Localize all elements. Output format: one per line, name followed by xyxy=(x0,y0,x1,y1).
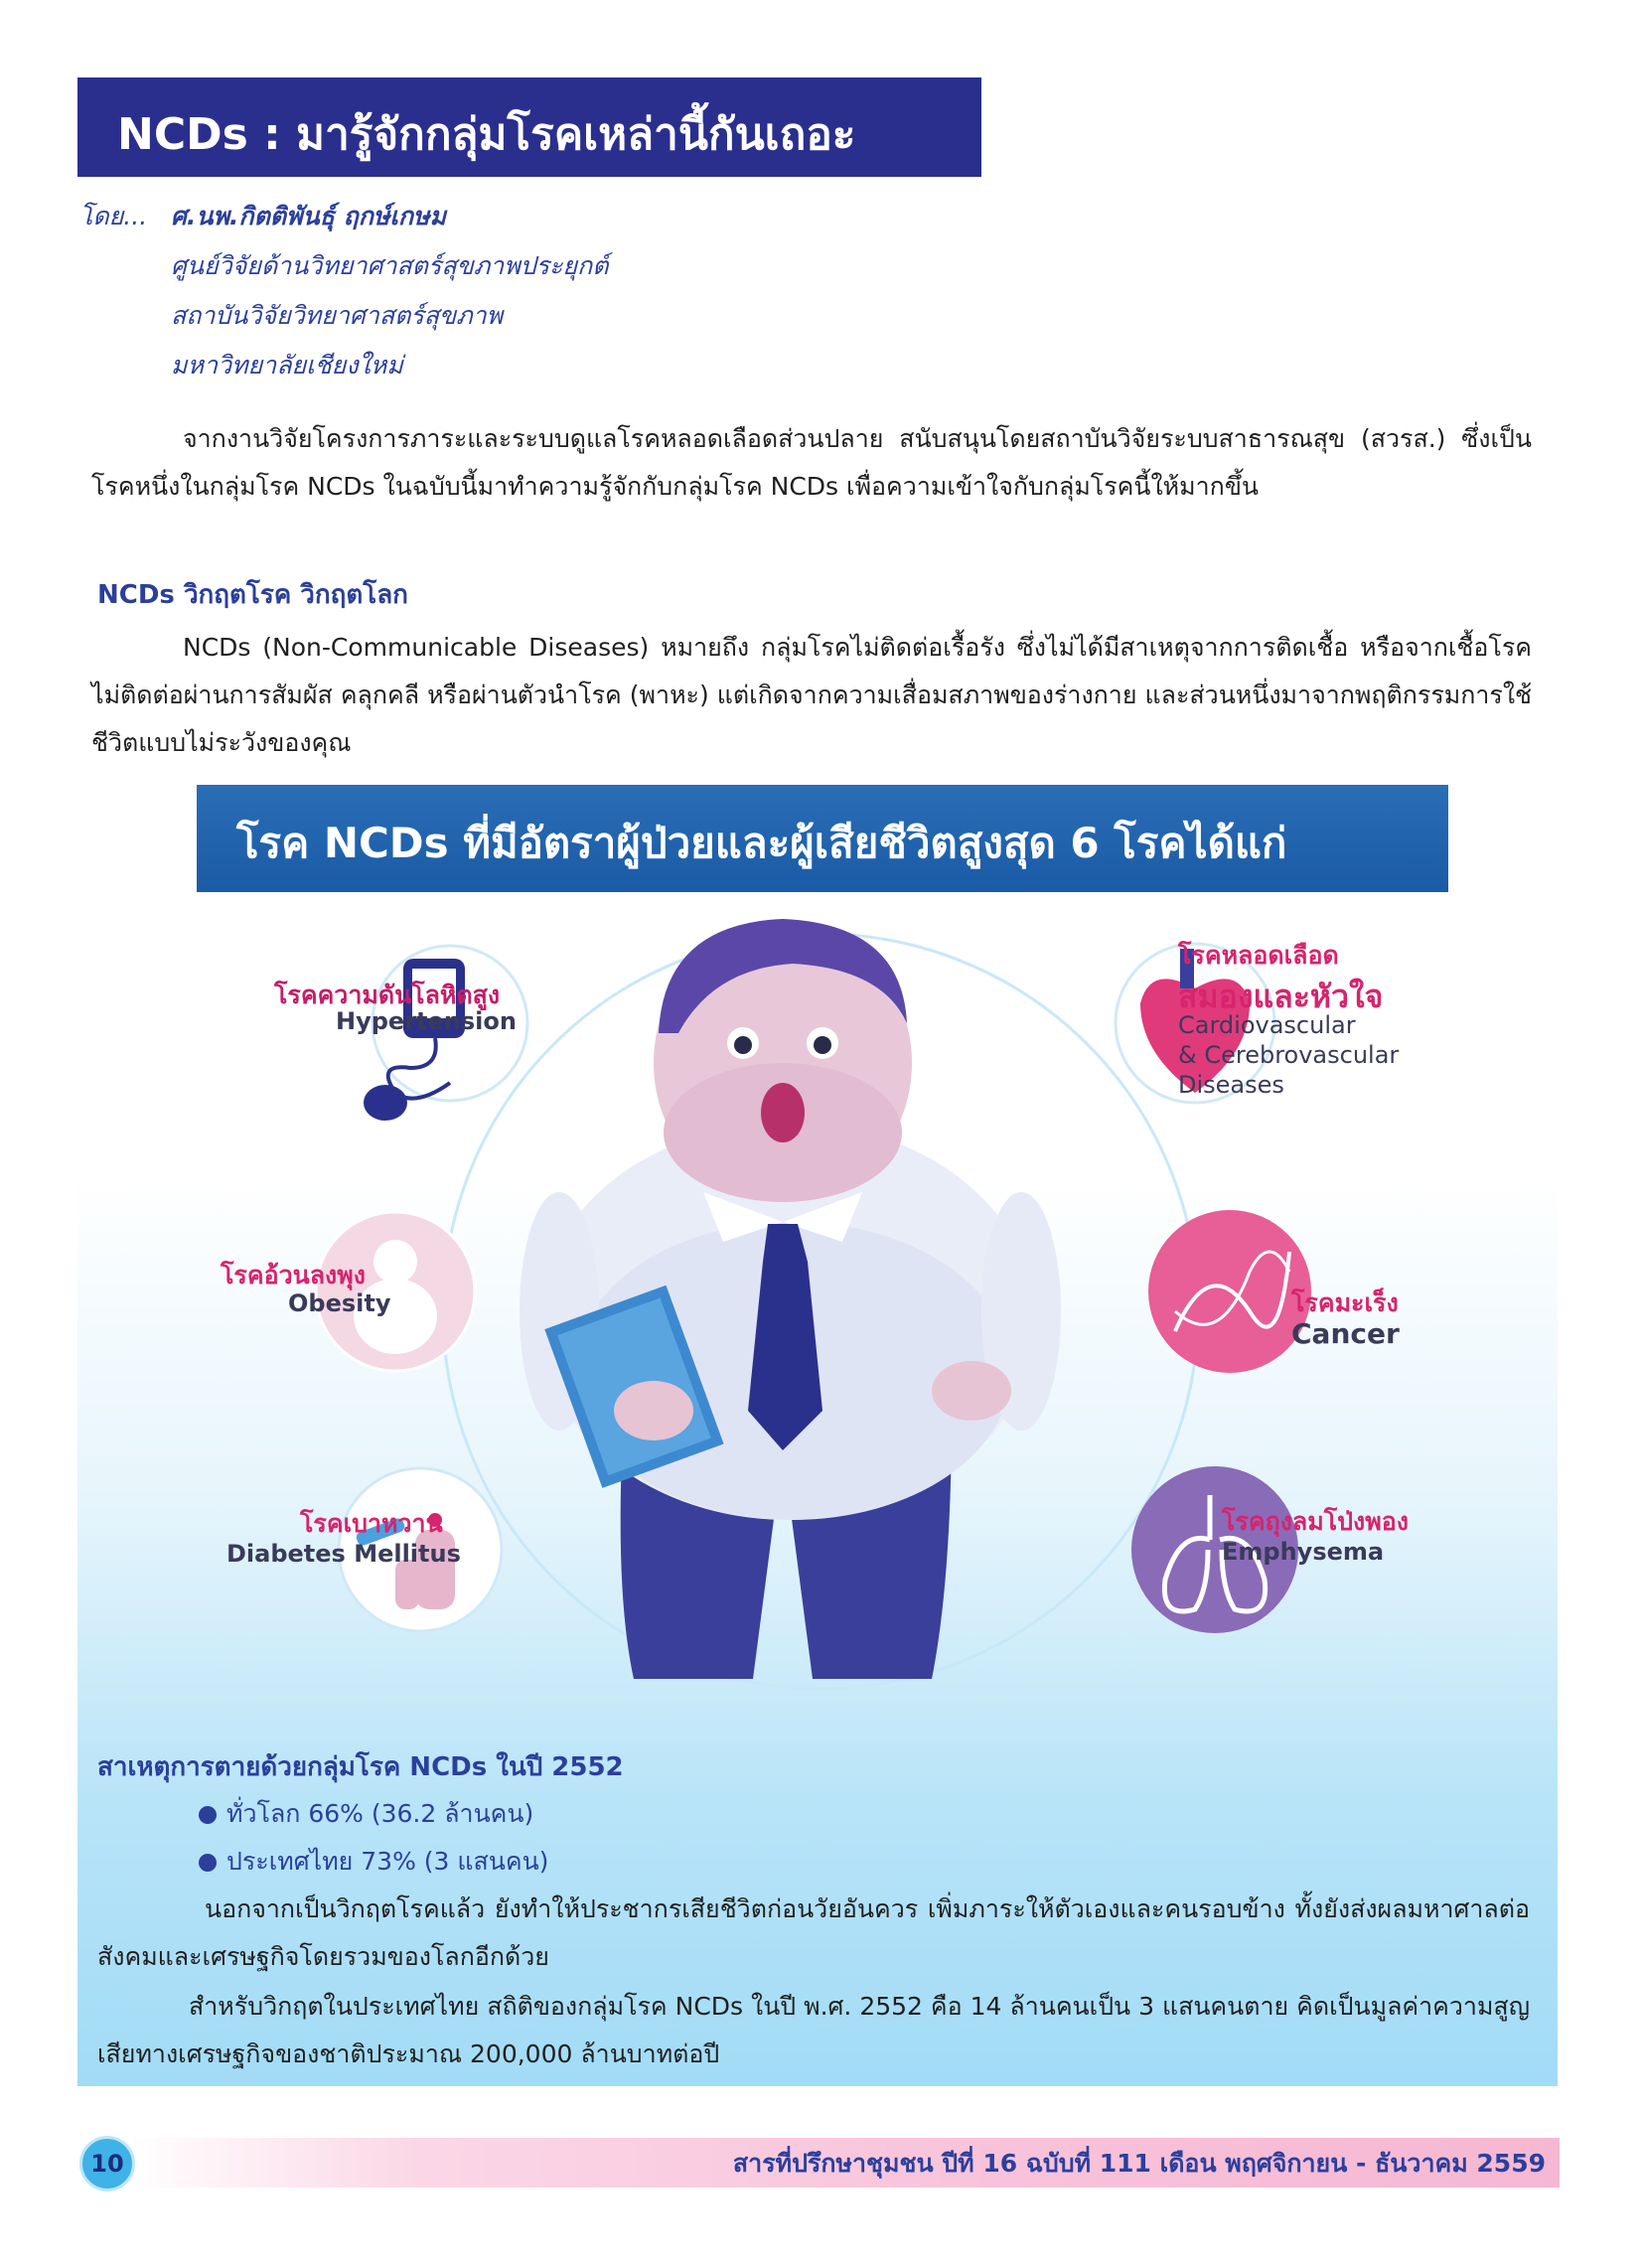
thailand-paragraph xyxy=(97,1983,1530,2078)
bullet-dot-icon xyxy=(199,1854,217,1872)
cause-heading: สาเหตุการตายด้วยกลุ่มโรค NCDs ในปี 2552 xyxy=(97,1752,624,1782)
bullet-dot-icon xyxy=(199,1806,217,1824)
diabetes-label-en: Diabetes Mellitus xyxy=(226,1540,461,1568)
infographic-banner xyxy=(197,785,1448,892)
article-title: NCDs : มารู้จักกลุ่มโรคเหล่านี้กันเถอะ xyxy=(117,109,856,160)
page-number: 10 xyxy=(79,2136,135,2192)
obesity-label-en: Obesity xyxy=(288,1289,391,1317)
cancer-label-en: Cancer xyxy=(1291,1317,1400,1350)
section-paragraph xyxy=(91,624,1532,767)
intro-paragraph xyxy=(91,415,1532,511)
bullet-item: ประเทศไทย 73% (3 แสนคน) xyxy=(199,1842,548,1882)
cancer-label-th: โรคมะเร็ง xyxy=(1291,1288,1399,1317)
emphysema-label-th: โรคถุงลมโป่งพอง xyxy=(1222,1507,1409,1536)
author-name: ศ.นพ.กิตติพันธุ์ ฤกษ์เกษม xyxy=(171,202,446,230)
cardiovascular-label-en3: Diseases xyxy=(1178,1071,1284,1099)
obese-man-figure xyxy=(520,919,1061,1679)
intro-text: จากงานวิจัยโครงการภาระและระบบดูแลโรคหลอดเลือดส่วนปลาย สนับสนุนโดยสถาบันวิจัยระบบสาธารณสุข (สวรส.) ซึ่งเป็นโรคหนึ่งในกลุ่มโรค NCDs ในฉบับนี้มาทำความรู้จักกับกลุ่มโรค NCDs เพื่อความเข้าใจกับกลุ่มโรคนี้ให้มากขึ้น xyxy=(91,424,1532,501)
cardiovascular-label-en1: Cardiovascular xyxy=(1178,1011,1356,1039)
publication-info: สารที่ปรึกษาชุมชน ปีที่ 16 ฉบับที่ 111 เดือน พฤศจิกายน - ธันวาคม 2559 xyxy=(732,2149,1546,2178)
article-title-box xyxy=(77,77,981,177)
impact-paragraph xyxy=(97,1886,1530,1981)
cardiovascular-label-th2: สมองและหัวใจ xyxy=(1178,978,1384,1015)
emphysema-label-en: Emphysema xyxy=(1222,1538,1385,1566)
section-text: NCDs (Non-Communicable Diseases) หมายถึง กลุ่มโรคไม่ติดต่อเรื้อรัง ซึ่งไม่ได้มีสาเหตุจากการติดเชื้อ หรือจากเชื้อโรค ไม่ติดต่อผ่านการสัมผัส คลุกคลี หรือผ่านตัวนำโรค (พาหะ) แต่เกิดจากความเสื่อมสภาพของร่างกาย และส่วนหนึ่งมาจากพฤติกรรมการใช้ชีวิตแบบไม่ระวังของคุณ xyxy=(91,633,1532,757)
cardiovascular-label-en2: & Cerebrovascular xyxy=(1178,1041,1400,1069)
byline-label: โดย... xyxy=(79,202,148,230)
banner-text: โรค NCDs ที่มีอัตราผู้ป่วยและผู้เสียชีวิตสูงสุด 6 โรคได้แก่ xyxy=(236,819,1287,867)
bullet-item: ทั่วโลก 66% (36.2 ล้านคน) xyxy=(199,1794,533,1834)
affiliation-line: มหาวิทยาลัยเชียงใหม่ xyxy=(171,351,403,379)
cancer-circle xyxy=(1148,1210,1311,1373)
obesity-label-th: โรคอ้วนลงพุง xyxy=(221,1261,366,1289)
impact-text: นอกจากเป็นวิกฤตโรคแล้ว ยังทำให้ประชากรเสียชีวิตก่อนวัยอันควร เพิ่มภาระให้ตัวเองและคนรอบข้าง ทั้งยังส่งผลมหาศาลต่อสังคมและเศรษฐกิจโดยรวมของโลกอีกด้วย xyxy=(97,1894,1530,1971)
diabetes-label-th: โรคเบาหวาน xyxy=(300,1509,443,1538)
section-heading: NCDs วิกฤตโรค วิกฤตโลก xyxy=(97,580,408,610)
hypertension-label-en: Hypertension xyxy=(336,1007,517,1035)
cardiovascular-label-th1: โรคหลอดเลือด xyxy=(1178,941,1339,970)
thailand-text: สำหรับวิกฤตในประเทศไทย สถิติของกลุ่มโรค NCDs ในปี พ.ศ. 2552 คือ 14 ล้านคนเป็น 3 แสนคนตาย คิดเป็นมูลค่าความสูญเสียทางเศรษฐกิจของชาติประมาณ 200,000 ล้านบาทต่อปี xyxy=(97,1992,1530,2068)
affiliation-line: สถาบันวิจัยวิทยาศาสตร์สุขภาพ xyxy=(171,301,504,330)
affiliation-line: ศูนย์วิจัยด้านวิทยาศาสตร์สุขภาพประยุกต์ xyxy=(171,251,609,280)
hypertension-label-th: โรคความดันโลหิตสูง xyxy=(274,981,501,1009)
